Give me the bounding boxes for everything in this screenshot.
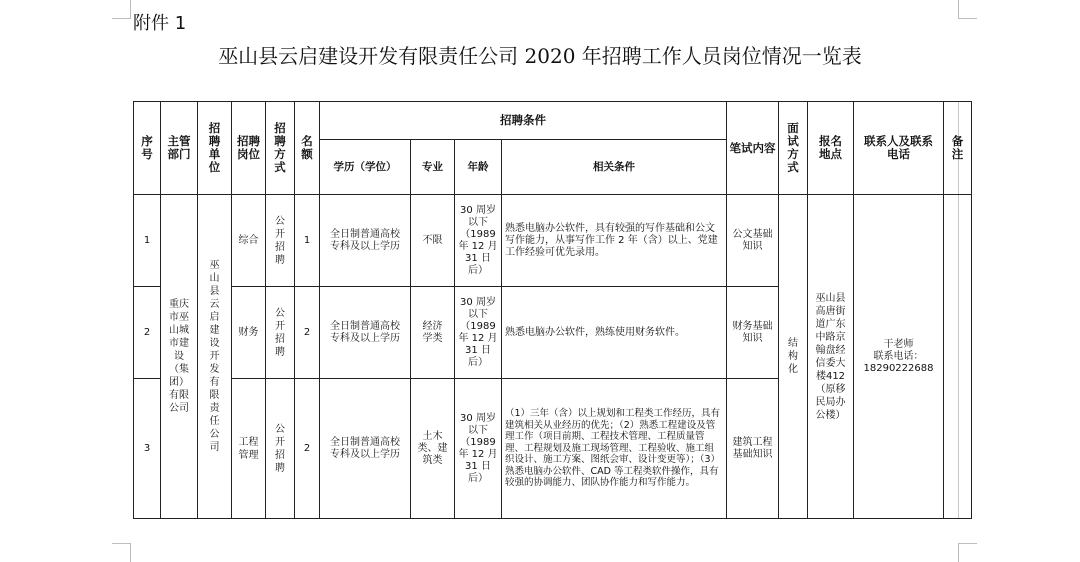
header-related: 相关条件 [502,140,727,195]
header-location: 报名地点 [808,102,854,195]
header-notes: 备注 [944,102,972,195]
cell-quota: 1 [295,195,320,287]
cell-dept: 重庆市巫山城市建设（集团）有限公司 [161,195,198,519]
cell-contact [854,195,944,519]
cell-age: 30 周岁以下（1989 年 12 月 31 日后） [455,195,502,287]
cell-seq: 3 [134,379,161,519]
header-seq: 序号 [134,102,161,195]
crop-mark-bottom-left [112,543,131,562]
header-unit: 招聘单位 [198,102,232,195]
header-major: 专业 [411,140,455,195]
cell-method: 公开招聘 [266,195,295,287]
header-contact: 联系人及联系电话 [854,102,944,195]
cell-method: 公开招聘 [266,379,295,519]
cell-post: 工程管理 [232,379,266,519]
page-title: 巫山县云启建设开发有限责任公司 2020 年招聘工作人员岗位情况一览表 [218,44,862,68]
cell-education: 全日制普通高校专科及以上学历 [320,379,411,519]
annex-label: 附件 1 [133,13,187,34]
header-dept: 主管部门 [161,102,198,195]
header-method: 招聘方式 [266,102,295,195]
cell-unit: 巫山县云启建设开发有限责任公司 [198,195,232,519]
cell-quota: 2 [295,379,320,519]
cell-exam: 公文基础知识 [727,195,779,287]
cell-age: 30 周岁以下（1989 年 12 月 31 日后） [455,379,502,519]
cell-quota: 2 [295,287,320,379]
cell-exam: 财务基础知识 [727,287,779,379]
table-row [134,195,972,287]
cell-post: 综合 [232,195,266,287]
contact-phone: 联系电话：18290222688 [863,350,934,374]
cell-location: 巫山县高唐街道广东中路京翰盘经信委大楼412（原移民局办公楼） [808,195,854,519]
cell-major: 经济学类 [411,287,455,379]
cell-related: 熟悉电脑办公软件，熟练使用财务软件。 [502,287,727,379]
cell-related: （1）三年（含）以上规划和工程类工作经历，具有建筑相关从业经历的优先；（2）熟悉工程建设及管理工作（项目前期、工程技术管理、工程质量管理、工程规划及施工现场管理、工程验收、施工组织设计、施工方案、图纸会审、设计变更等）；（3）熟悉电脑办公软件、CAD 等工程类软件操作，具有较强的协调能力、团队协作能力和写作能力。 [502,379,727,519]
header-post: 招聘岗位 [232,102,266,195]
header-quota: 名额 [295,102,320,195]
header-exam: 笔试内容 [727,102,779,195]
header-age: 年龄 [455,140,502,195]
cell-seq: 1 [134,195,161,287]
cell-interview: 结构化 [779,195,808,519]
cell-method: 公开招聘 [266,287,295,379]
cell-exam: 建筑工程基础知识 [727,379,779,519]
crop-mark-bottom-right [958,543,977,562]
header-education: 学历（学位） [320,140,411,195]
cell-seq: 2 [134,287,161,379]
cell-major: 土木类、建筑类 [411,379,455,519]
recruitment-table [133,101,972,519]
header-interview: 面试方式 [779,102,808,195]
cell-age: 30 周岁以下（1989 年 12 月 31 日后） [455,287,502,379]
cell-notes [944,195,972,519]
crop-mark-top-right [958,0,977,19]
contact-name: 干老师 [883,338,914,350]
cell-related: 熟悉电脑办公软件，具有较强的写作基础和公文写作能力，从事写作工作 2 年（含）以上、党建工作经验可优先录用。 [502,195,727,287]
cell-major: 不限 [411,195,455,287]
cell-education: 全日制普通高校专科及以上学历 [320,195,411,287]
cell-education: 全日制普通高校专科及以上学历 [320,287,411,379]
cell-post: 财务 [232,287,266,379]
header-conditions: 招聘条件 [320,102,727,140]
crop-mark-top-left [112,0,131,19]
